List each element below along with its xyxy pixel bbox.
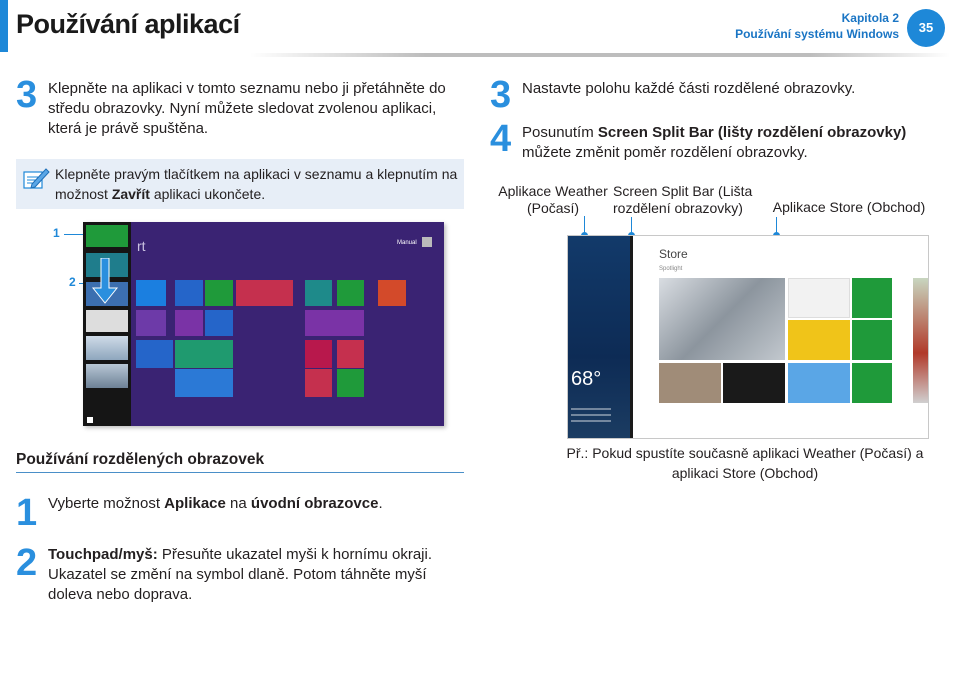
wikipedia-tile (788, 278, 850, 318)
header-accent-bar (0, 0, 8, 52)
header-divider (250, 53, 950, 57)
store-spotlight-label: Spotlight (659, 266, 683, 272)
weather-app-pane (568, 236, 630, 438)
new-releases-tile (852, 363, 892, 403)
start-icon (87, 417, 93, 423)
store-title: Store (659, 247, 688, 261)
section-title: Používání rozdělených obrazovek (16, 451, 265, 468)
callout-line (631, 217, 632, 233)
chapter-label: Kapitola 2 (841, 11, 899, 25)
step-text: Klepněte na aplikaci v tomto seznamu nebo ji přetáhněte do středu obrazovky. Nyní můžete sledovat zvolenou aplikaci, která je právě spuštěna. (48, 80, 446, 137)
music-tile (723, 363, 785, 403)
weather-temperature: 68° (571, 368, 602, 390)
trophy-tile (305, 310, 364, 336)
split-bar-label: Screen Split Bar (Lišta rozdělení obrazovky) (613, 183, 753, 216)
step-number: 3 (16, 74, 38, 116)
page-title: Používání aplikací (16, 9, 240, 39)
marker-2: 2 (69, 275, 76, 289)
ie-tile (175, 280, 203, 306)
step-text: Vyberte možnost Aplikace na úvodní obrazovce. (48, 495, 383, 512)
user-name: Manual (397, 240, 417, 246)
all-stars-tile (852, 278, 892, 318)
step-number: 4 (490, 118, 512, 160)
top-free-tile (852, 320, 892, 360)
step-text: Nastavte polohu každé části rozdělené obrazovky. (522, 80, 856, 97)
games-tile (337, 369, 364, 397)
cookbook-tile (659, 363, 721, 403)
app-tile (305, 280, 332, 306)
note-text: Klepněte pravým tlačítkem na aplikaci v seznamu a klepnutím na možnost Zavřít aplikaci ukončete. (55, 166, 458, 202)
figure-caption: Př.: Pokud spustíte současně aplikaci Weather (Počasí) a aplikaci Store (Obchod) (566, 445, 924, 481)
finance-tile (337, 280, 364, 306)
drag-arrow-icon (91, 258, 119, 304)
app-tile (175, 310, 203, 336)
people-tile (136, 340, 173, 368)
split-screen-screenshot (567, 235, 929, 439)
panel-app-tile (86, 336, 128, 360)
app-tile (788, 363, 850, 403)
mail-tile (136, 280, 166, 306)
news-tile (136, 310, 166, 336)
panel-app-tile (86, 310, 128, 332)
section-divider (16, 472, 464, 473)
panel-app-tile (86, 364, 128, 388)
camera-tile (305, 340, 332, 368)
start-screen-screenshot (83, 222, 444, 426)
pictures-tile (175, 340, 233, 368)
chapter-subtitle: Používání systému Windows (735, 27, 899, 41)
chapter-info (735, 10, 899, 42)
step-text: Touchpad/myš: Přesuňte ukazatel myši k hornímu okraji. Ukazatel se změní na symbol dlaně. Potom táhněte myší doleva nebo doprava. (48, 546, 433, 603)
store-app-label: Aplikace Store (Obchod) (772, 199, 926, 215)
callout-line (584, 216, 585, 233)
step-number: 2 (16, 542, 38, 584)
help-tile (378, 280, 406, 306)
page-number: 35 (907, 9, 945, 47)
onedrive-tile (205, 310, 233, 336)
fresh-paint-tile (788, 320, 850, 360)
music-tile (337, 340, 364, 368)
note-pencil-icon (22, 166, 50, 192)
store-tile (205, 280, 233, 306)
photos-tile (236, 280, 293, 306)
video-tile (305, 369, 332, 397)
step-text: Posunutím Screen Split Bar (lišty rozdělení obrazovky) můžete změnit poměr rozdělení obrazovky. (522, 124, 907, 161)
forecast-line (571, 414, 611, 416)
callout-line (776, 217, 777, 233)
panel-app-tile (86, 225, 128, 247)
avatar (422, 237, 432, 247)
games-tile (913, 278, 929, 403)
running-apps-panel (83, 222, 131, 426)
step-number: 1 (16, 492, 38, 534)
weather-tile (175, 369, 233, 397)
step-number: 3 (490, 74, 512, 116)
screen-split-bar[interactable] (630, 236, 633, 438)
weather-app-label: Aplikace Weather (Počasí) (498, 183, 608, 216)
start-heading: rt (137, 238, 146, 254)
forecast-line (571, 420, 611, 422)
forecast-line (571, 408, 611, 410)
spotlight-tile (659, 278, 785, 360)
marker-1: 1 (53, 226, 60, 240)
